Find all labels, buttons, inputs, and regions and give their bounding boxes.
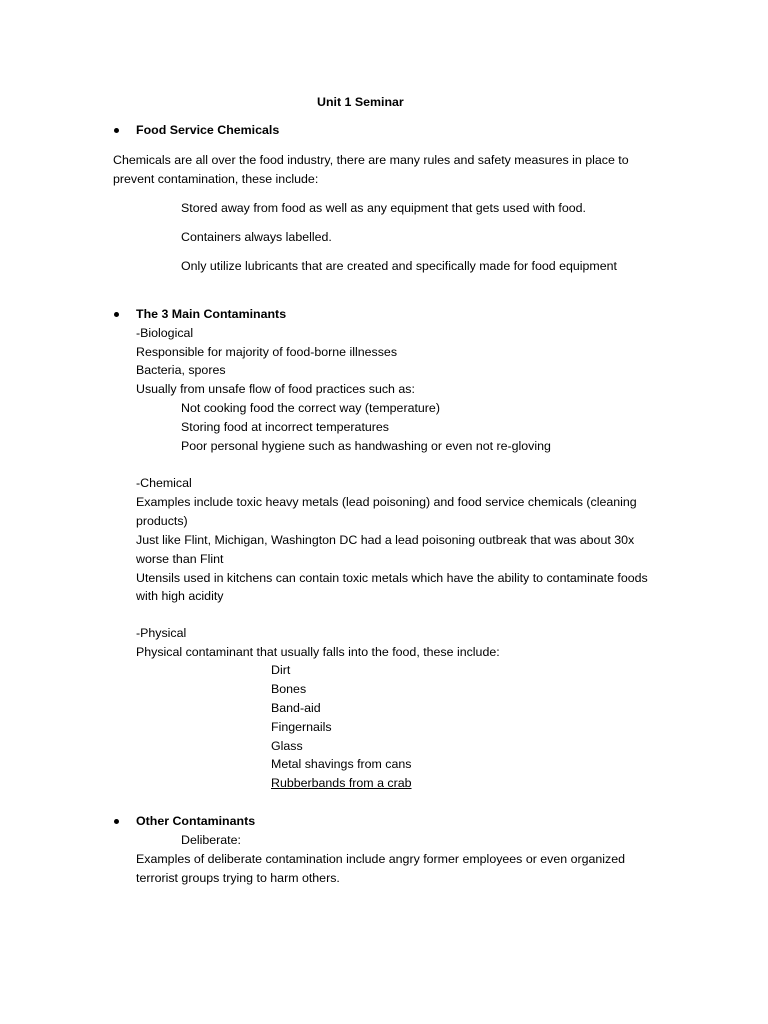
paragraph-line: Bacteria, spores (136, 363, 226, 377)
paragraph-line: Physical contaminant that usually falls into the food, these include: (136, 645, 500, 659)
list-item: Rubberbands from a crab (271, 776, 412, 790)
paragraph-line: Chemicals are all over the food industry, there are many rules and safety measures in place to (113, 153, 629, 167)
paragraph-line: worse than Flint (136, 552, 224, 566)
subsection-label-physical: -Physical (136, 626, 187, 640)
paragraph-line: Utensils used in kitchens can contain toxic metals which have the ability to contaminate foods (136, 571, 648, 585)
list-item: Containers always labelled. (181, 230, 332, 244)
list-item: Dirt (271, 663, 291, 677)
list-item: Metal shavings from cans (271, 757, 412, 771)
list-item: Only utilize lubricants that are created and specifically made for food equipment (181, 259, 617, 273)
list-item: Bones (271, 682, 307, 696)
subsection-label-deliberate: Deliberate: (181, 833, 241, 847)
paragraph-line: products) (136, 514, 188, 528)
paragraph-line: with high acidity (136, 589, 224, 603)
section-heading-other-contaminants: Other Contaminants (136, 814, 256, 828)
paragraph-line: Examples of deliberate contamination include angry former employees or even organized (136, 852, 626, 866)
subsection-label-biological: -Biological (136, 326, 194, 340)
paragraph-line: Examples include toxic heavy metals (lead poisoning) and food service chemicals (cleaning (136, 495, 637, 509)
paragraph-line: Just like Flint, Michigan, Washington DC had a lead poisoning outbreak that was about 30x (136, 533, 635, 547)
list-item: Stored away from food as well as any equipment that gets used with food. (181, 201, 586, 215)
paragraph-line: terrorist groups trying to harm others. (136, 871, 340, 885)
subsection-label-chemical: -Chemical (136, 476, 192, 490)
bullet-point (114, 128, 119, 133)
paragraph-line: Usually from unsafe flow of food practices such as: (136, 382, 415, 396)
section-heading-main-contaminants: The 3 Main Contaminants (136, 307, 287, 321)
list-item: Fingernails (271, 720, 332, 734)
paragraph-line: prevent contamination, these include: (113, 172, 319, 186)
bullet-point (114, 312, 119, 317)
page-title: Unit 1 Seminar (317, 95, 404, 109)
bullet-point (114, 819, 119, 824)
list-item: Band-aid (271, 701, 321, 715)
list-item: Storing food at incorrect temperatures (181, 420, 389, 434)
list-item: Poor personal hygiene such as handwashing or even not re-gloving (181, 439, 551, 453)
list-item: Glass (271, 739, 303, 753)
list-item: Not cooking food the correct way (temperature) (181, 401, 440, 415)
paragraph-line: Responsible for majority of food-borne illnesses (136, 345, 398, 359)
section-heading-food-service: Food Service Chemicals (136, 123, 280, 137)
